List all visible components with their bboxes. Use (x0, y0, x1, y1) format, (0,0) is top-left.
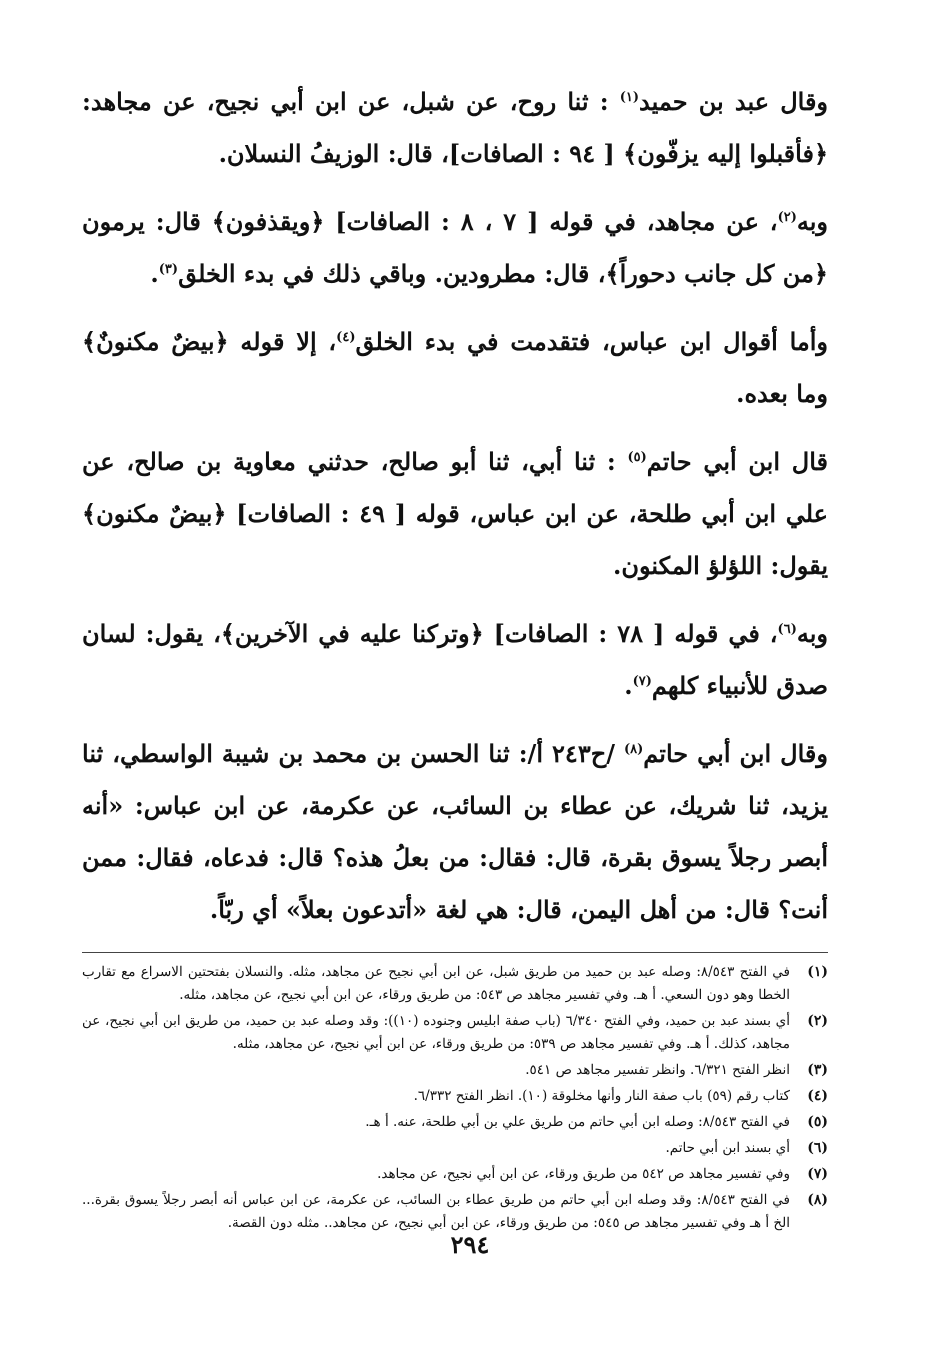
footnote-ref: (٦) (777, 622, 797, 637)
text-run: . (624, 671, 633, 700)
text-run: ، إلا قوله ﴿بيضٌ مكنونٌ﴾ وما بعده. (82, 327, 828, 408)
footnote-text: في الفتح ٨/٥٤٣: وصله عبد بن حميد من طريق شبل، عن ابن أبي نجيح عن مجاهد، مثله. والنسلان بفتحتين الاسراع مع تقارب الخطا وهو دون السعي. أ هـ. وفي تفسير مجاهد ص ٥٤٣: من طريق ورقاء، عن ابن أبي نجيح، عن مجاهد، مثله. (82, 964, 790, 1003)
footnote-ref: (٨) (624, 742, 644, 757)
text-run: /ح٢٤٣ أ/: ثنا الحسن بن محمد بن شيبة الواسطي، ثنا يزيد، ثنا شريك، عن عطاء بن السائب، عن عكرمة، عن ابن عباس: «أنه أبصر رجلاً يسوق بقرة، قال: فقال: من بعلُ هذه؟ قال: فدعاه، فقال: ممن أنت؟ قال: من أهل اليمن، قال: هي لغة «أتدعون بعلاً» أي ربّاً. (82, 739, 828, 924)
footnote (82, 1137, 828, 1160)
text-run: . (150, 259, 159, 288)
footnote-number: (٣) (807, 1062, 828, 1078)
footnote-ref: (٢) (777, 210, 797, 225)
footnote-number: (١) (807, 964, 828, 980)
main-text (82, 76, 828, 936)
text-run: قال ابن أبي حاتم (646, 447, 828, 476)
footnote-text: انظر الفتح ٦/٣٢١. وانظر تفسير مجاهد ص ٥٤١. (525, 1062, 790, 1078)
footnote-ref: (٤) (336, 330, 356, 345)
paragraph (82, 608, 828, 712)
footnote-number: (٨) (807, 1192, 828, 1208)
footnote-number: (٦) (807, 1140, 828, 1156)
footnote (82, 1010, 828, 1056)
footnote-ref: (٣) (158, 262, 179, 277)
footnote-text: في الفتح ٨/٥٤٣: وقد وصله ابن أبي حاتم من طريق عطاء بن السائب، عن عكرمة، عن ابن عباس أنه أبصر رجلاً يسوق بقرة... الخ أ هـ وفي تفسير مجاهد ص ٥٤٥: من طريق ورقاء، عن ابن أبي نجيح، عن مجاهد.. مثله دون القصة. (82, 1192, 790, 1231)
text-run: وقال عبد بن حميد (639, 87, 829, 116)
footnote-number: (٥) (807, 1114, 828, 1130)
footnote-text: أي بسند ابن أبي حاتم. (665, 1140, 790, 1156)
text-run: : ثنا روح، عن شبل، عن ابن أبي نجيح، عن مجاهد: ﴿فأقبلوا إليه يزفّون﴾ [ ٩٤ : الصافات]، قال: الوزيفُ النسلان. (82, 87, 828, 168)
text-run: وأما أقوال ابن عباس، فتقدمت في بدء الخلق (355, 327, 828, 356)
paragraph (82, 436, 828, 592)
footnote-ref: (٧) (632, 674, 652, 689)
text-run: : ثنا أبي، ثنا أبو صالح، حدثني معاوية بن صالح، عن علي ابن أبي طلحة، عن ابن عباس، قوله [ ٤٩ : الصافات] ﴿بيضٌ مكنون﴾ يقول: اللؤلؤ المكنون. (82, 447, 829, 580)
footnote (82, 1111, 828, 1134)
text-run: وبه (796, 207, 828, 236)
text-run: ، في قوله [ ٧٨ : الصافات] ﴿وتركنا عليه في الآخرين﴾، يقول: لسان صدق للأنبياء كلهم (82, 619, 828, 700)
footnote-number: (٧) (807, 1166, 828, 1182)
footnote (82, 961, 828, 1007)
footnote (82, 1189, 828, 1235)
footnote-text: في الفتح ٨/٥٤٣: وصله ابن أبي حاتم من طريق علي بن أبي طلحة، عنه. أ هـ. (365, 1114, 790, 1130)
paragraph (82, 196, 828, 300)
footnote (82, 1163, 828, 1186)
footnote-text: وفي تفسير مجاهد ص ٥٤٢ من طريق ورقاء، عن ابن أبي نجيح، عن مجاهد. (377, 1166, 790, 1182)
footnote-ref: (١) (619, 90, 640, 105)
footnote-separator (82, 952, 828, 953)
footnotes (82, 961, 828, 1235)
footnote-ref: (٥) (627, 450, 647, 465)
text-run: وقال ابن أبي حاتم (643, 739, 828, 768)
footnote (82, 1085, 828, 1108)
footnote-number: (٤) (807, 1088, 828, 1104)
paragraph (82, 728, 828, 936)
footnote-text: أي بسند عبد بن حميد، وفي الفتح ٦/٣٤٠ (باب صفة ابليس وجنوده (١٠)): وقد وصله عبد بن حميد، من طريق ابن أبي نجيح، عن مجاهد، كذلك. أ هـ. وفي تفسير مجاهد ص ٥٣٩: من طريق ورقاء، عن ابن أبي نجيح، عن مجاهد، مثله. (82, 1013, 790, 1052)
text-run: وبه (796, 619, 828, 648)
footnote (82, 1059, 828, 1082)
paragraph (82, 316, 828, 420)
paragraph (82, 76, 828, 180)
text-run: ، عن مجاهد، في قوله [ ٧ ، ٨ : الصافات] ﴿ويقذفون﴾ قال: يرمون ﴿من كل جانب دحوراً﴾، قال: مطرودين. وباقي ذلك في بدء الخلق (82, 207, 828, 288)
footnote-text: كتاب رقم (٥٩) باب صفة النار وأنها مخلوقة (١٠). انظر الفتح ٦/٣٣٢. (413, 1088, 790, 1104)
footnote-number: (٢) (807, 1013, 828, 1029)
page-number: ٢٩٤ (450, 1230, 490, 1259)
